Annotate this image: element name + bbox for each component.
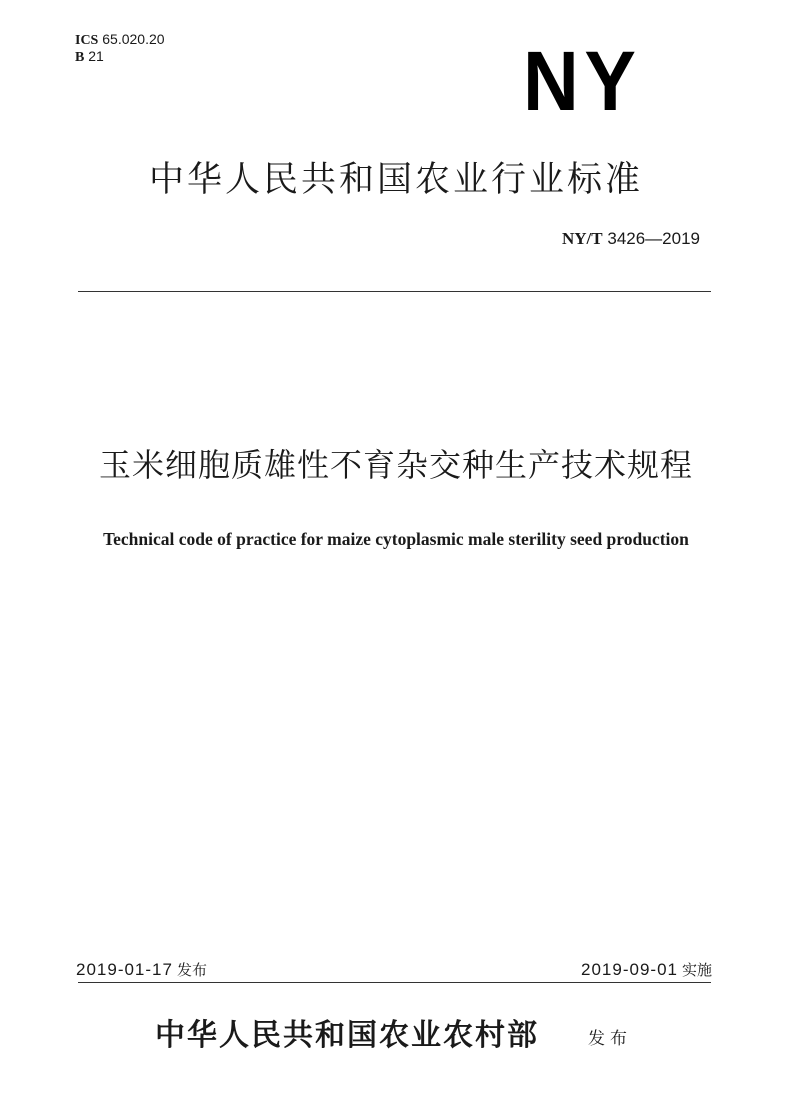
bottom-divider	[78, 982, 711, 983]
publish-label: 发布	[588, 1029, 632, 1049]
standard-number-prefix: NY/T	[562, 229, 603, 248]
document-title-chinese: 玉米细胞质雄性不育杂交种生产技术规程	[98, 446, 693, 484]
ccs-label: B	[75, 50, 85, 65]
issue-date-label: 发布	[176, 961, 207, 979]
implementation-date-label: 实施	[681, 961, 712, 979]
ics-label: ICS	[75, 33, 99, 48]
standard-number	[562, 228, 700, 250]
standard-type-heading: 中华人民共和国农业行业标准	[148, 160, 643, 200]
implementation-date-value: 2019-09-01	[581, 960, 678, 979]
ccs-value: 21	[88, 48, 104, 64]
ny-logo: NY	[523, 34, 642, 128]
issue-date-value: 2019-01-17	[76, 960, 173, 979]
standard-number-value: 3426—2019	[607, 229, 700, 248]
ccs-code	[75, 47, 104, 67]
document-title-english: Technical code of practice for maize cytoplasmic male sterility seed production	[103, 529, 689, 549]
top-divider	[78, 291, 711, 292]
ics-value: 65.020.20	[102, 31, 165, 47]
issue-date	[76, 958, 207, 982]
publisher-name: 中华人民共和国农业农村部	[155, 1018, 539, 1053]
implementation-date	[581, 958, 712, 982]
